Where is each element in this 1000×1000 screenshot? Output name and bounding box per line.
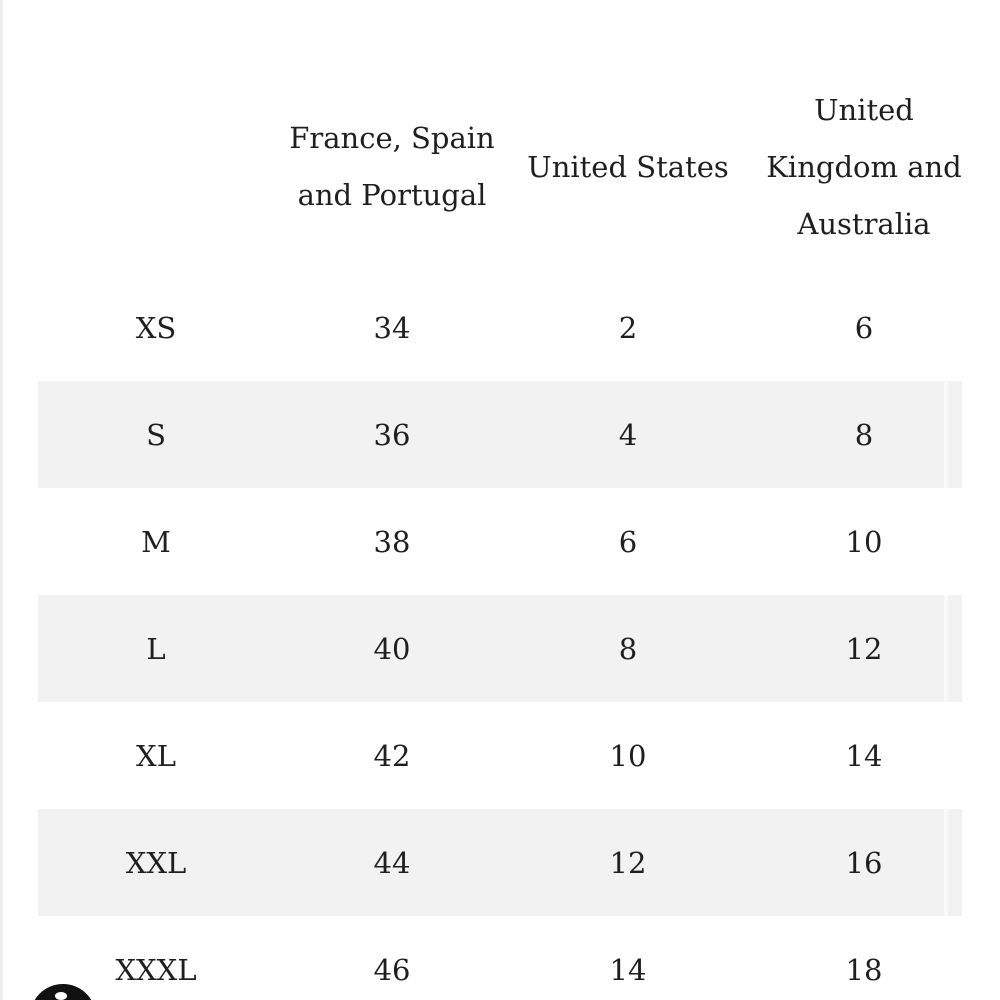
size-cell: S — [146, 417, 166, 452]
fr-cell: 42 — [373, 738, 411, 773]
fr-cell: 40 — [373, 631, 411, 666]
table-row — [38, 381, 962, 488]
uk-cell: 14 — [845, 738, 883, 773]
us-cell: 2 — [618, 310, 638, 345]
fr-cell: 38 — [373, 524, 411, 559]
table-row — [38, 916, 962, 1000]
size-cell: XL — [136, 738, 176, 773]
table-row — [38, 274, 962, 381]
fr-cell: 34 — [373, 310, 411, 345]
size-cell: M — [141, 524, 171, 559]
us-cell: 12 — [609, 845, 647, 880]
uk-cell: 6 — [854, 310, 874, 345]
fr-cell: 44 — [373, 845, 411, 880]
us-cell: 14 — [609, 952, 647, 987]
header-uk-australia: United Kingdom and Australia — [766, 92, 962, 241]
us-cell: 4 — [618, 417, 638, 452]
fr-cell: 46 — [373, 952, 411, 987]
size-cell: L — [146, 631, 166, 666]
header-france-spain-portugal: France, Spain and Portugal — [289, 121, 495, 212]
table-header-row — [38, 60, 962, 274]
uk-cell: 12 — [845, 631, 883, 666]
table-row — [38, 488, 962, 595]
us-cell: 6 — [618, 524, 638, 559]
size-cell: XXXL — [115, 952, 197, 987]
header-size — [38, 60, 274, 274]
size-cell: XXL — [125, 845, 187, 880]
uk-cell: 8 — [854, 417, 874, 452]
page-left-border — [0, 0, 3, 1000]
uk-cell: 18 — [845, 952, 883, 987]
table-row — [38, 595, 962, 702]
us-cell: 10 — [609, 738, 647, 773]
uk-cell: 10 — [845, 524, 883, 559]
us-cell: 8 — [618, 631, 638, 666]
header-united-states: United States — [527, 149, 729, 184]
table-row — [38, 702, 962, 809]
fr-cell: 36 — [373, 417, 411, 452]
uk-cell: 16 — [845, 845, 883, 880]
size-chart-table — [38, 60, 962, 1000]
table-body — [38, 274, 962, 1000]
size-cell: XS — [135, 310, 177, 345]
table-row — [38, 809, 962, 916]
